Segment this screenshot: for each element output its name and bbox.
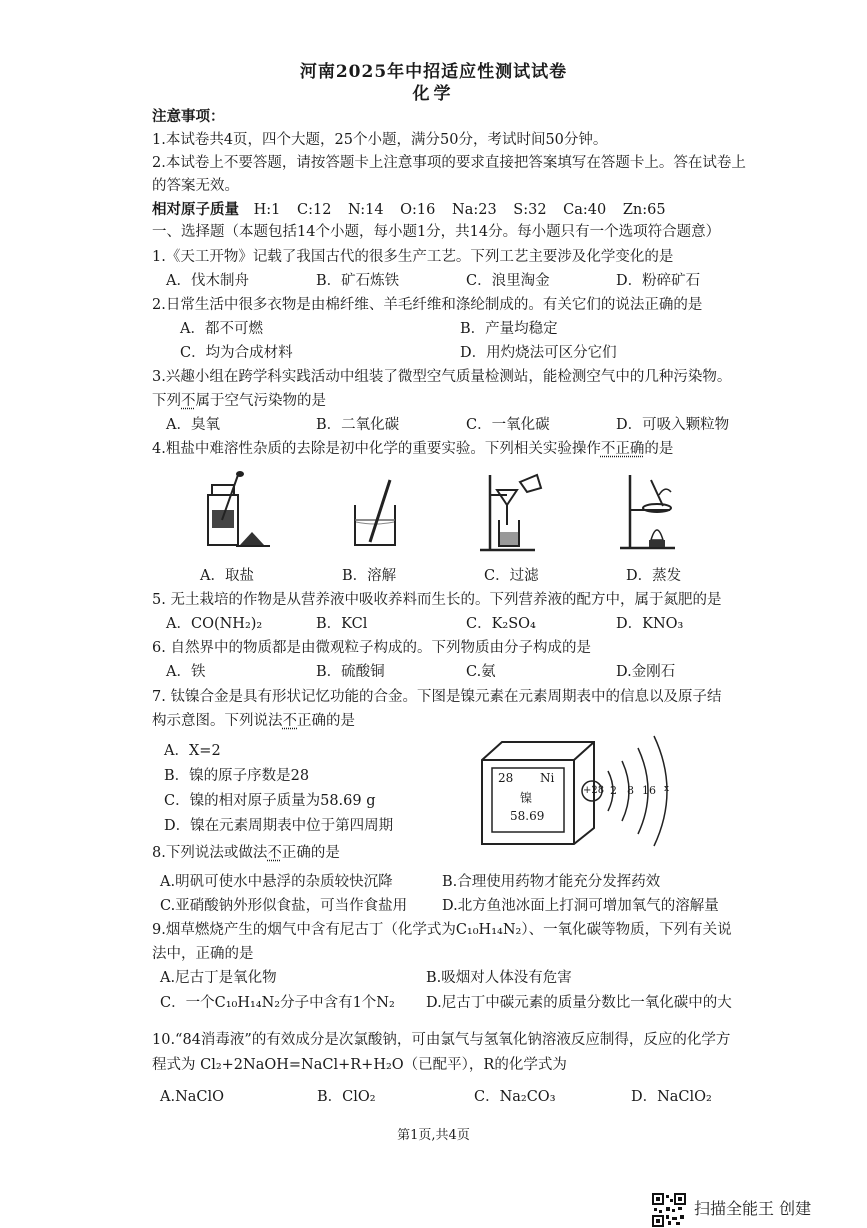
q4-stem [152,439,792,460]
q3-emphasis: 不 [181,393,196,409]
q10-option-d: D．NaClO₂ [630,1089,712,1105]
q8-stem [152,843,792,864]
q8-emphasis: 不 [267,845,282,861]
q6-option-a: A．铁 [166,664,206,680]
atomic-mass-value: H:1 [253,202,281,218]
element-number: 28 [498,771,514,785]
q4-option-b: B．溶解 [342,568,397,584]
section-1-heading: 一、选择题（本题包括14个小题，每小题1分，共14分。每小题只有一个选项符合题意） [152,224,721,240]
scanner-watermark: 扫描全能王 创建 [694,1199,812,1218]
q4-stem-text: 的是 [644,441,674,457]
q5-stem: 5. 无土栽培的作物是从营养液中吸收养料而生长的。下列营养液的配方中，属于氮肥的是 [152,592,722,608]
q9-stem-1: 9.烟草燃烧产生的烟气中含有尼古丁（化学式为C₁₀H₁₄N₂）、一氧化碳等物质，下列有关说 [152,922,732,938]
note-line-1: 1.本试卷共4页，四个大题，25个小题，满分50分，考试时间50分钟。 [152,132,608,148]
q4-emphasis: 不正确 [600,441,645,457]
atomic-mass-value: Zn:65 [622,202,666,218]
q4-stem-text: 4.粗盐中难溶性杂质的去除是初中化学的重要实验。下列相关实验操作 [152,441,601,457]
q2-option-c: C．均为合成材料 [180,345,293,361]
shell-electrons: 8 [627,784,634,797]
shell-electrons: 16 [642,784,656,797]
q5-option-d: D．KNO₃ [616,616,684,632]
q3-stem-text: 属于空气污染物的是 [195,393,326,409]
evaporation-dish-figure [615,470,705,555]
atomic-mass-value: Ca:40 [563,202,607,218]
q6-option-d: D.金刚石 [616,664,676,680]
nucleus-charge: +28 [583,785,605,796]
q9-option-b: B.吸烟对人体没有危害 [426,970,572,986]
q5-options [166,614,786,635]
q6-stem: 6. 自然界中的物质都是由微观粒子构成的。下列物质由分子构成的是 [152,640,591,656]
q4-option-a: A．取盐 [200,568,254,584]
q5-option-c: C．K₂SO₄ [466,616,536,632]
q2-options-row2 [180,343,800,364]
q1-option-b: B．矿石炼铁 [316,273,400,289]
q3-option-b: B．二氧化碳 [316,417,400,433]
atomic-mass-value: C:12 [296,202,332,218]
q8-stem-text: 8.下列说法或做法 [152,845,268,861]
filtration-funnel-figure [475,470,565,555]
atomic-mass-label: 相对原子质量 [152,201,239,218]
q9-option-d: D.尼古丁中碳元素的质量分数比一氧化碳中的大 [426,995,732,1011]
q1-option-d: D．粉碎矿石 [616,273,701,289]
salt-jar-spoon-figure [200,470,290,555]
q8-stem-text: 正确的是 [281,845,340,861]
q10-option-c: C．Na₂CO₃ [473,1089,556,1105]
element-symbol: Ni [540,771,555,785]
notes-heading: 注意事项： [152,108,225,125]
q4-options [200,566,800,587]
element-name: 镍 [520,791,533,805]
atomic-mass-line [152,199,792,221]
q1-option-c: C．浪里淘金 [466,273,550,289]
q10-stem-1: 10.“84消毒液”的有效成分是次氯酸钠，可由氯气与氢氧化钠溶液反应制得，反应的化学方 [152,1032,731,1048]
q6-option-b: B．硫酸铜 [316,664,385,680]
q9-stem-2: 法中，正确的是 [152,946,254,962]
qr-code-icon [652,1193,686,1227]
q8-option-d: D.北方鱼池冰面上打洞可增加氧气的溶解量 [442,898,719,914]
shell-electrons: 2 [610,784,617,797]
q1-options [166,271,786,292]
q3-option-d: D．可吸入颗粒物 [616,417,730,433]
atomic-mass-value: N:14 [348,202,384,218]
q7-stem-2 [152,711,792,732]
q3-stem-2 [152,391,792,412]
q8-option-c: C.亚硝酸钠外形似食盐，可当作食盐用 [160,898,408,914]
note-line-2: 2.本试卷上不要答题，请按答题卡上注意事项的要求直接把答案填写在答题卡上。答在试卷上 [152,155,746,171]
q10-options [160,1087,780,1108]
q2-option-b: B．产量均稳定 [460,321,558,337]
q5-option-a: A．CO(NH₂)₂ [166,616,263,632]
q7-stem-1: 7. 钛镍合金是具有形状记忆功能的合金。下图是镍元素在元素周期表中的信息以及原子结 [152,689,722,705]
atomic-mass-value: Na:23 [452,202,497,218]
q1-stem: 1.《天工开物》记载了我国古代的很多生产工艺。下列工艺主要涉及化学变化的是 [152,249,674,265]
q10-option-a: A.NaClO [160,1089,225,1105]
q5-option-b: B．KCl [316,616,368,632]
q2-options-row1 [180,319,800,340]
q8-option-a: A.明矾可使水中悬浮的杂质较快沉降 [160,874,393,890]
q4-figures [190,470,710,560]
q10-stem-2: 程式为 Cl₂+2NaOH=NaCl+R+H₂O（已配平），R的化学式为 [152,1057,567,1073]
q8-option-b: B.合理使用药物才能充分发挥药效 [442,874,661,890]
note-line-2b: 的答案无效。 [152,178,239,194]
q6-options [166,662,786,683]
shell-electrons: x [664,784,670,794]
q1-option-a: A．伐木制舟 [166,273,249,289]
q7-option-c: C．镍的相对原子质量为58.69 g [164,793,376,809]
q7-stem-text: 构示意图。下列说法 [152,713,283,729]
exam-subject: 化学 [412,84,455,104]
element-mass: 58.69 [510,809,545,823]
q3-option-c: C．一氧化碳 [466,417,550,433]
q2-stem: 2.日常生活中很多衣物是由棉纤维、羊毛纤维和涤纶制成的。有关它们的说法正确的是 [152,297,703,313]
q6-option-c: C.氨 [466,664,496,680]
q2-option-d: D．用灼烧法可区分它们 [460,345,617,361]
q7-option-a: A．X=2 [164,743,221,759]
q9-options-row1 [160,968,780,989]
beaker-stirring-figure [340,470,430,555]
q7-stem-text: 正确的是 [297,713,355,729]
q10-option-b: B．ClO₂ [316,1089,376,1105]
page-footer: 第1页,共4页 [397,1128,470,1143]
q2-option-a: A．都不可燃 [180,321,263,337]
q3-stem-text: 下列 [152,393,181,409]
q7-emphasis: 不 [282,713,297,729]
atomic-mass-value: S:32 [513,202,547,218]
q3-option-a: A．臭氧 [166,417,220,433]
q7-option-b: B．镍的原子序数是28 [164,768,310,784]
q8-options-row1 [160,872,780,893]
q3-stem-1: 3.兴趣小组在跨学科实践活动中组装了微型空气质量检测站，能检测空气中的几种污染物。 [152,369,732,385]
q7-option-d: D．镍在元素周期表中位于第四周期 [164,818,394,834]
q3-options [166,415,786,436]
q4-option-c: C．过滤 [484,568,539,584]
q9-options-row2 [160,993,780,1014]
atomic-mass-value: O:16 [400,202,436,218]
q9-option-a: A.尼古丁是氧化物 [160,970,277,986]
q4-option-d: D．蒸发 [626,568,682,584]
nickel-atom-structure [580,726,690,856]
q9-option-c: C．一个C₁₀H₁₄N₂分子中含有1个N₂ [160,995,395,1011]
q8-options-row2 [160,896,780,917]
exam-title: 河南2025年中招适应性测试试卷 [299,62,568,82]
